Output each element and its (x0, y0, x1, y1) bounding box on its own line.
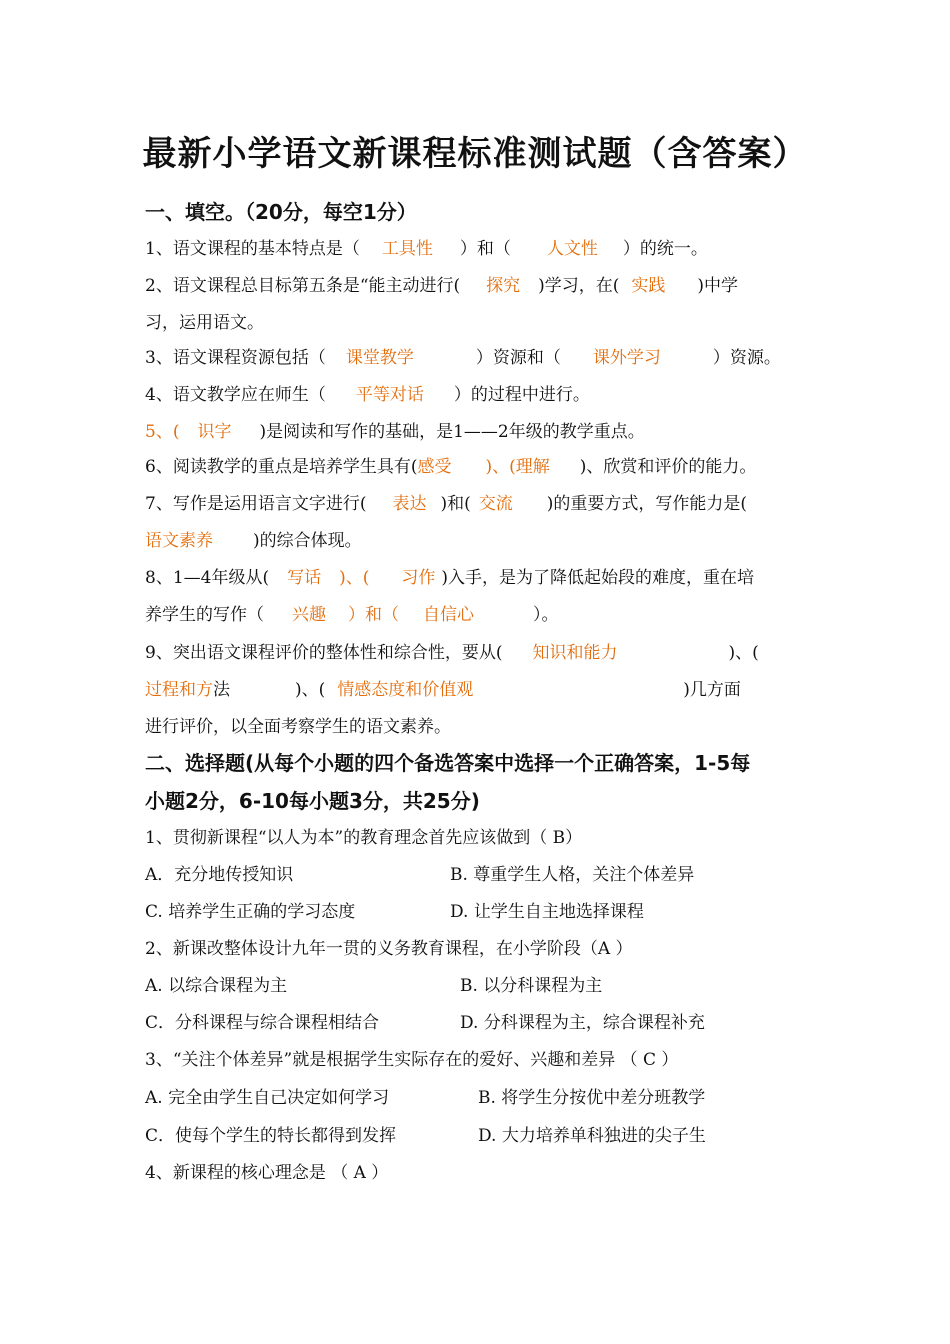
choice-question-4-stem: 4、新课程的核心理念是 （ A ） (145, 1163, 389, 1183)
option-d: D. 让学生自主地选择课程 (450, 902, 644, 922)
option-a: A．充分地传授知识 (145, 865, 294, 885)
answer: 探究 (486, 276, 521, 296)
answer: 平等对话 (355, 385, 424, 405)
answer: 交流 (478, 494, 513, 514)
answer: 感受 (417, 457, 452, 477)
answer: 知识和能力 (532, 643, 618, 663)
option-d: D. 大力培养单科独进的尖子生 (478, 1126, 706, 1146)
fill-question-1: 1、语文课程的基本特点是（ 工具性 ）和（ 人文性 ）的统一。 (145, 234, 815, 264)
answer: 习作 (401, 568, 436, 588)
fill-question-9-cont: 过程和方法 )、( 情感态度和价值观 )几方面 (145, 675, 815, 705)
section2-heading-line1: 二、选择题(从每个小题的四个备选答案中选择一个正确答案，1-5每 (145, 751, 751, 775)
fill-question-2: 2、语文课程总目标第五条是“能主动进行( 探究 )学习，在( 实践 )中学 (145, 271, 815, 301)
option-a: A. 完全由学生自己决定如何学习 (145, 1088, 390, 1108)
option-b: B. 将学生分按优中差分班教学 (478, 1088, 706, 1108)
answer: 自信心 (423, 605, 474, 625)
fill-question-7: 7、写作是运用语言文字进行( 表达 )和( 交流 )的重要方式，写作能力是( (145, 489, 815, 519)
choice-question-2-stem: 2、新课改整体设计九年一贯的义务教育课程，在小学阶段（A ） (145, 939, 633, 959)
choice-question-3-options-ab (145, 1083, 815, 1113)
fill-question-8: 8、1—4年级从( 写话 )、( 习作 )入手，是为了降低起始段的难度，重在培 (145, 563, 815, 593)
answer: 实践 (631, 276, 666, 296)
fill-question-6: 6、阅读教学的重点是培养学生具有(感受 )、(理解 )、欣赏和评价的能力。 (145, 452, 815, 482)
answer: 语文素养 (145, 531, 213, 551)
answer: 工具性 (381, 239, 433, 259)
answer: 兴趣 (292, 605, 326, 625)
fill-question-5: 5、( 识字 )是阅读和写作的基础，是1——2年级的教学重点。 (145, 417, 815, 447)
section1-heading: 一、填空。（20分，每空1分） (145, 200, 417, 224)
choice-question-1-options-cd (145, 897, 815, 927)
fill-question-7-cont: 语文素养 )的综合体现。 (145, 526, 815, 556)
answer: 人文性 (546, 239, 598, 259)
answer: 情感态度和价值观 (337, 680, 474, 700)
option-d: D. 分科课程为主，综合课程补充 (460, 1013, 705, 1033)
fill-question-8-cont: 养学生的写作（ 兴趣 ）和（ 自信心 ）。 (145, 600, 815, 630)
choice-question-3-options-cd (145, 1121, 815, 1151)
fill-question-4: 4、语文教学应在师生（ 平等对话 ）的过程中进行。 (145, 380, 815, 410)
choice-question-2-options-cd (145, 1008, 815, 1038)
answer: 课外学习 (592, 348, 661, 368)
answer: 理解 (515, 457, 550, 477)
option-b: B. 以分科课程为主 (460, 976, 603, 996)
answer: 写话 (287, 568, 322, 588)
section2-heading-line2: 小题2分，6-10每小题3分，共25分) (145, 789, 480, 813)
fill-question-2-cont: 习，运用语文。 (145, 313, 264, 333)
answer: 课堂教学 (345, 348, 414, 368)
option-c: C. 培养学生正确的学习态度 (145, 902, 356, 922)
option-b: B. 尊重学生人格，关注个体差异 (450, 865, 695, 885)
fill-question-9: 9、突出语文课程评价的整体性和综合性，要从( 知识和能力 )、( (145, 638, 815, 668)
option-c: C．使每个学生的特长都得到发挥 (145, 1126, 397, 1146)
document-title: 最新小学语文新课程标准测试题（含答案） (142, 134, 808, 174)
fill-question-9-cont2: 进行评价，以全面考察学生的语文素养。 (145, 717, 451, 737)
option-c: C．分科课程与综合课程相结合 (145, 1013, 380, 1033)
choice-question-3-stem: 3、“关注个体差异”就是根据学生实际存在的爱好、兴趣和差异 （ C ） (145, 1050, 679, 1070)
option-a: A. 以综合课程为主 (145, 976, 288, 996)
answer: 表达 (392, 494, 427, 514)
choice-question-2-options-ab (145, 971, 815, 1001)
answer: 过程和方 (145, 680, 213, 700)
fill-question-3: 3、语文课程资源包括（ 课堂教学 ）资源和（ 课外学习 ）资源。 (145, 343, 815, 373)
choice-question-1-options-ab (145, 860, 815, 890)
answer: 识字 (197, 422, 232, 442)
choice-question-1-stem: 1、贯彻新课程“以人为本”的教育理念首先应该做到（ B） (145, 828, 583, 848)
